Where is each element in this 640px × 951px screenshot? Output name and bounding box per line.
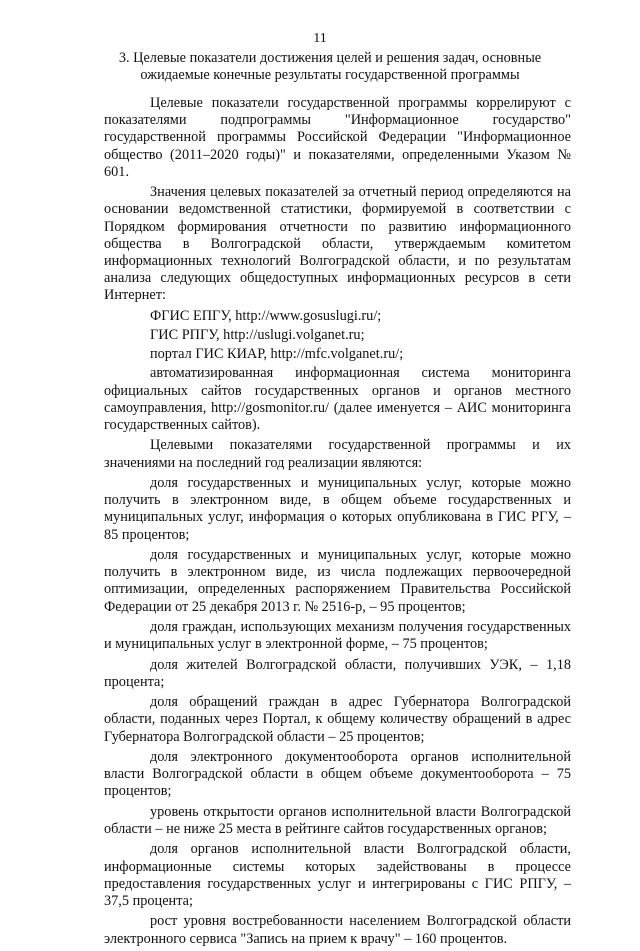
resource-gis-rpgu: ГИС РПГУ, http://uslugi.volganet.ru; xyxy=(150,327,365,344)
indicator-citizens-electronic: доля граждан, использующих механизм получения государственных и муниципальных услуг в электронной форме, – 75 процентов; xyxy=(104,619,571,653)
section-heading-line-1: 3. Целевые показатели достижения целей и решения задач, основные xyxy=(118,50,542,66)
indicator-doctor-appointment: рост уровня востребованности населением Волгоградской области электронного сервиса "Запись на прием к врачу" – 160 процентов. xyxy=(104,913,571,947)
paragraph-correlation: Целевые показатели государственной программы коррелируют с показателями подпрограммы "Информационное государство" государственной программы Российской Федерации "Информационное общество (2011–2020 годы)" и показателями, определенными Указом № 601. xyxy=(104,95,571,180)
indicator-electronic-docflow: доля электронного документооборота органов исполнительной власти Волгоградской области в общем объеме документооборота – 75 процентов; xyxy=(104,749,571,800)
paragraph-indicators-intro: Целевыми показателями государственной программы и их значениями на последний год реализации являются: xyxy=(104,437,571,471)
resource-ais-monitoring: автоматизированная информационная система мониторинга официальных сайтов государственных органов и органов местного самоуправления, http://gosmonitor.ru/ (далее именуется – АИС мониторинга государственных сайтов). xyxy=(104,365,571,434)
section-heading-line-2: ожидаемые конечные результаты государственной программы xyxy=(140,67,520,83)
indicator-uek-residents: доля жителей Волгоградской области, получивших УЭК, – 1,18 процента; xyxy=(104,656,571,690)
indicator-priority-services-share: доля государственных и муниципальных услуг, которые можно получить в электронном виде, из числа подлежащих первоочередной оптимизации, определенных распоряжением Правительства Российской Федерации от 25 декабря 2013 г. № 2516-р, – 95 процентов; xyxy=(104,547,571,615)
resource-fgis-epgu: ФГИС ЕПГУ, http://www.gosuslugi.ru/; xyxy=(150,307,382,324)
paragraph-data-sources: Значения целевых показателей за отчетный период определяются на основании ведомственной статистики, формируемой в соответствии с Порядком формирования отчетности по развитию информационного общества в Волгоградской области, утверждаемым комитетом информационных технологий Волгоградской области, и по результатам анализа следующих общедоступных информационных ресурсов в сети Интернет: xyxy=(104,184,571,304)
document-body xyxy=(104,95,571,951)
page-number: 11 xyxy=(313,31,327,46)
indicator-governor-appeals: доля обращений граждан в адрес Губернатора Волгоградской области, поданных через Портал, к общему количеству обращений в адрес Губернатора Волгоградской области – 25 процентов; xyxy=(104,694,571,745)
indicator-openness-level: уровень открытости органов исполнительной власти Волгоградской области – не ниже 25 места в рейтинге сайтов государственных органов; xyxy=(104,803,571,837)
section-heading xyxy=(100,50,560,84)
resource-gis-kiar: портал ГИС КИАР, http://mfc.volganet.ru/; xyxy=(150,346,404,363)
indicator-integrated-systems: доля органов исполнительной власти Волгоградской области, информационные системы которых задействованы в процессе предоставления государственных услуг и интегрированы с ГИС РПГУ, – 37,5 процента; xyxy=(104,841,571,909)
indicator-electronic-services-share: доля государственных и муниципальных услуг, которые можно получить в электронном виде, в общем объеме государственных и муниципальных услуг, информация о которых опубликована в ГИС РГУ, – 85 процентов; xyxy=(104,475,571,543)
